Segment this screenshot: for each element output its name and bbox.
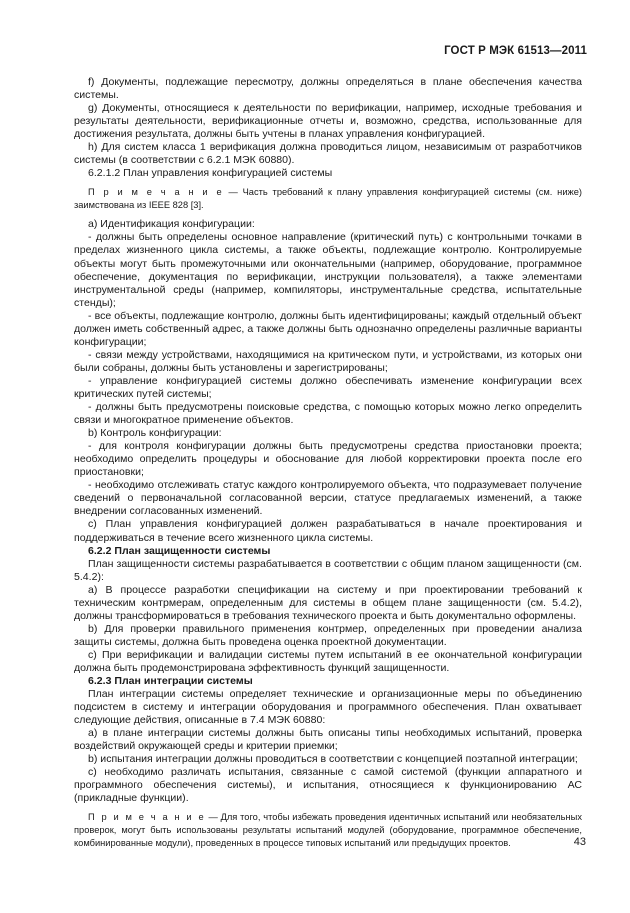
paragraph: b) Контроль конфигурации: bbox=[88, 427, 222, 440]
paragraph: b) испытания интеграции должны проводиться в соответствии с концепцией поэтапной интеграции; bbox=[88, 753, 578, 766]
note-text: — Для того, чтобы избежать проведения идентичных испытаний или необязательных проверок, могут быть использованы результаты испытаний модулей (оборудование, программное обеспечение, комбинированные модули), проведенных в процессе типовых испытаний или предыдущих проектов. bbox=[74, 812, 582, 849]
note bbox=[74, 186, 582, 212]
paragraph: а) В процессе разработки спецификации на систему и при проектировании требований к техническим контрмерам, определенным для системы в общем плане защищенности (см. 5.4.2), должны трансформироваться в требования технического проекта и быть документально оформлены. bbox=[74, 583, 582, 622]
page-number: 43 bbox=[573, 836, 586, 848]
page-body bbox=[74, 76, 582, 856]
note-label: П р и м е ч а н и е bbox=[88, 812, 206, 823]
paragraph: - должны быть определены основное направление (критический путь) с контрольными точками в пределах жизненного цикла системы, а также объекты, подлежащие контролю. Контролируемые объекты могут быть промежуточными или окончательными (например, оборудование, программное обеспечение, документация по верификации, инструкции пользователя), а также элементами инструментальной среды (например, компиляторы, инструментальные средства, испытательные стенды); bbox=[74, 231, 582, 309]
note bbox=[74, 811, 582, 850]
paragraph: f) Документы, подлежащие пересмотру, должны определяться в плане обеспечения качества системы. bbox=[74, 76, 582, 102]
note-text: — Часть требований к плану управления конфигурацией системы (см. ниже) заимствована из IEEE 828 [3]. bbox=[74, 187, 582, 211]
paragraph: План интеграции системы определяет технические и организационные меры по объединению подсистем в систему и интеграции оборудования и программного обеспечения. План охватывает следующие действия, описанные в 7.4 МЭК 60880: bbox=[74, 688, 582, 727]
paragraph: b) Для проверки правильного применения контрмер, определенных при проведении анализа защиты системы, должна быть проведена оценка проектной документации. bbox=[74, 622, 582, 648]
paragraph: - должны быть предусмотрены поисковые средства, с помощью которых можно легко определить связи и многократное применение объектов. bbox=[74, 401, 582, 427]
paragraph: - связи между устройствами, находящимися на критическом пути, и устройствами, из которых они были собраны, должны быть установлены и зарегистрированы; bbox=[74, 348, 582, 374]
paragraph: h) Для систем класса 1 верификация должна проводиться лицом, независимым от разработчиков системы (в соответствии с 6.2.1 МЭК 60880). bbox=[74, 141, 582, 167]
paragraph: с) необходимо различать испытания, связанные с самой системой (функции аппаратного и программного обеспечения системы), и испытания, относящиеся к функционированию АС (прикладные функции). bbox=[74, 766, 582, 805]
paragraph: а) Идентификация конфигурации: bbox=[88, 218, 255, 231]
paragraph: План защищенности системы разрабатывается в соответствии с общим планом защищенности (см. 5.4.2): bbox=[74, 557, 582, 583]
paragraph: - для контроля конфигурации должны быть предусмотрены средства приостановки проекта; необходимо определить процедуры и обоснование для любой корректировки проекта после его приостановки; bbox=[74, 440, 582, 479]
paragraph: с) План управления конфигурацией должен разрабатываться в начале проектирования и поддерживаться в течение всего жизненного цикла системы. bbox=[74, 518, 582, 544]
standard-code-header: ГОСТ Р МЭК 61513—2011 bbox=[444, 45, 587, 57]
paragraph: с) При верификации и валидации системы путем испытаний в ее окончательной конфигурации должна быть продемонстрирована эффективность функций защищенности. bbox=[74, 648, 582, 674]
section-heading: 6.2.3 План интеграции системы bbox=[88, 675, 253, 688]
paragraph: - все объекты, подлежащие контролю, должны быть идентифицированы; каждый отдельный объект должен иметь собственный адрес, а также должны быть однозначно определены различные варианты конфигурации; bbox=[74, 309, 582, 348]
paragraph: - управление конфигурацией системы должно обеспечивать изменение конфигурации всех критических путей системы; bbox=[74, 374, 582, 400]
paragraph: - необходимо отслеживать статус каждого контролируемого объекта, что подразумевает получение сведений о первоначальной согласованной версии, статусе предлагаемых изменений, а также внедрении согласованных изменений. bbox=[74, 479, 582, 518]
paragraph: g) Документы, относящиеся к деятельности по верификации, например, исходные требования и результаты деятельности, верификационные отчеты и, возможно, средства, использованные для достижения результата, должны быть учтены в планах управления конфигурацией. bbox=[74, 102, 582, 141]
subsection-heading: 6.2.1.2 План управления конфигурацией системы bbox=[88, 167, 333, 180]
note-label: П р и м е ч а н и е bbox=[88, 187, 224, 198]
paragraph: а) в плане интеграции системы должны быть описаны типы необходимых испытаний, проверка воздействий окружающей среды и критерии приемки; bbox=[74, 727, 582, 753]
section-heading: 6.2.2 План защищенности системы bbox=[88, 544, 271, 557]
